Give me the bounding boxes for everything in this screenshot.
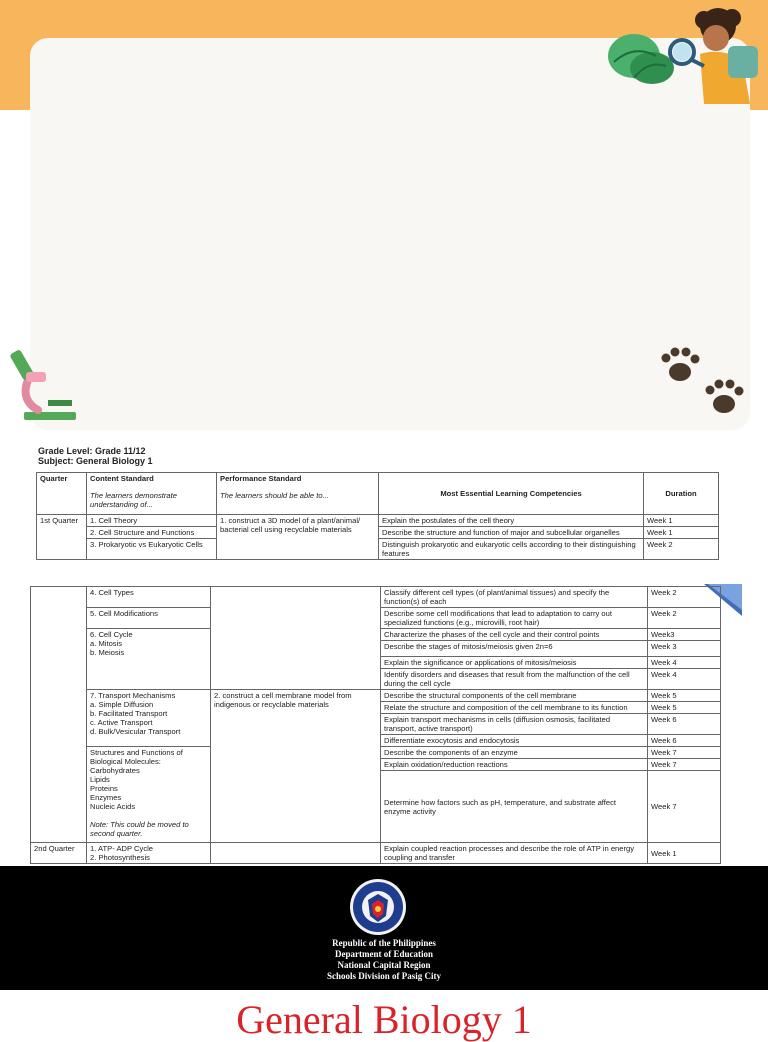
competency-cell: Describe the components of an enzyme (381, 747, 648, 759)
kid-with-magnifier-illustration (600, 4, 768, 108)
week-cell: Week 1 (644, 515, 719, 527)
week-cell: Week 6 (648, 735, 721, 747)
competency-cell: Explain transport mechanisms in cells (diffusion osmosis, facilitated transport, active transport) (381, 714, 648, 735)
footer-line: Republic of the Philippines (332, 938, 436, 948)
microscope-icon (10, 342, 80, 424)
week-cell: Week 3 (648, 641, 721, 657)
deped-footer (0, 866, 768, 990)
week-cell: Week 4 (648, 669, 721, 690)
week-cell: Week 6 (648, 714, 721, 735)
performance-cell: 2. construct a cell membrane model from indigenous or recyclable materials (211, 690, 381, 843)
week-cell: Week 5 (648, 690, 721, 702)
table-row (37, 515, 719, 527)
week-cell: Week 2 (648, 608, 721, 629)
performance-cell: 1. construct a 3D model of a plant/animal/ bacterial cell using recyclable materials (217, 515, 379, 560)
header-performance-standard: Performance Standard The learners should be able to... (217, 473, 379, 515)
week-cell: Week 7 (648, 771, 721, 843)
content-cell: 6. Cell Cycle a. Mitosis b. Meiosis (87, 629, 211, 690)
competency-cell: Explain the significance or applications of mitosis/meiosis (381, 657, 648, 669)
competency-cell: Describe some cell modifications that lead to adaptation to carry out specialized functions (e.g., microvilli, root hair) (381, 608, 648, 629)
curriculum-table-1 (36, 472, 719, 560)
content-cell: 1. ATP- ADP Cycle 2. Photosynthesis (87, 843, 211, 864)
header-competencies: Most Essential Learning Competencies (379, 473, 644, 515)
competency-cell: Describe the structural components of the cell membrane (381, 690, 648, 702)
content-cell: 1. Cell Theory (87, 515, 217, 527)
competency-cell: Describe the structure and function of major and subcellular organelles (379, 527, 644, 539)
content-cell: 4. Cell Types (87, 587, 211, 608)
competency-cell: Explain oxidation/reduction reactions (381, 759, 648, 771)
grade-level: Grade Level: Grade 11/12 (38, 446, 146, 456)
week-cell: Week 1 (648, 843, 721, 864)
content-cell: 2. Cell Structure and Functions (87, 527, 217, 539)
content-cell: 7. Transport Mechanisms a. Simple Diffusion b. Facilitated Transport c. Active Transport d. Bulk/Vesicular Transport (87, 690, 211, 747)
curriculum-page-2 (30, 584, 750, 862)
competency-cell: Differentiate exocytosis and endocytosis (381, 735, 648, 747)
deped-seal-logo (349, 878, 407, 936)
header-quarter: Quarter (37, 473, 87, 515)
competency-cell: Explain the postulates of the cell theory (379, 515, 644, 527)
table-row (31, 843, 721, 864)
week-cell: Week 2 (648, 587, 721, 608)
week-cell: Week 4 (648, 657, 721, 669)
content-cell: 3. Prokaryotic vs Eukaryotic Cells (87, 539, 217, 560)
competency-cell: Determine how factors such as pH, temperature, and substrate affect enzyme activity (381, 771, 648, 843)
week-cell: Week 5 (648, 702, 721, 714)
week-cell: Week 7 (648, 747, 721, 759)
competency-cell: Characterize the phases of the cell cycle and their control points (381, 629, 648, 641)
quarter-cell (31, 587, 87, 843)
content-cell: Structures and Functions of Biological Molecules: Carbohydrates Lipids Proteins Enzymes Nucleic Acids Note: This could be moved to second quarter. (87, 747, 211, 843)
curriculum-table-2 (30, 586, 721, 864)
quarter-cell: 2nd Quarter (31, 843, 87, 864)
competency-cell: Identify disorders and diseases that result from the malfunction of the cell during the cell cycle (381, 669, 648, 690)
week-cell: Week 7 (648, 759, 721, 771)
table-row (31, 690, 721, 702)
competency-cell: Describe the stages of mitosis/meiosis given 2n=6 (381, 641, 648, 657)
paw-prints-icon (650, 344, 750, 424)
footer-line: Department of Education (335, 949, 433, 959)
table-header-row (37, 473, 719, 515)
competency-cell: Explain coupled reaction processes and describe the role of ATP in energy coupling and transfer (381, 843, 648, 864)
quarter-cell: 1st Quarter (37, 515, 87, 560)
content-cell: 5. Cell Modifications (87, 608, 211, 629)
header-duration: Duration (644, 473, 719, 515)
subject: Subject: General Biology 1 (38, 456, 153, 466)
table-row (31, 587, 721, 608)
week-cell: Week3 (648, 629, 721, 641)
performance-cell (211, 587, 381, 690)
week-cell: Week 2 (644, 539, 719, 560)
footer-line: Schools Division of Pasig City (326, 971, 441, 981)
curriculum-page-1 (30, 430, 750, 582)
page-title: General Biology 1 (236, 997, 532, 1042)
competency-cell: Relate the structure and composition of the cell membrane to its function (381, 702, 648, 714)
week-cell: Week 1 (644, 527, 719, 539)
competency-cell: Distinguish prokaryotic and eukaryotic cells according to their distinguishing features (379, 539, 644, 560)
performance-cell (211, 843, 381, 864)
footer-line: National Capital Region (337, 960, 431, 970)
competency-cell: Classify different cell types (of plant/animal tissues) and specify the function(s) of each (381, 587, 648, 608)
header-content-standard: Content Standard The learners demonstrate understanding of... (87, 473, 217, 515)
deped-text-block (0, 938, 768, 982)
